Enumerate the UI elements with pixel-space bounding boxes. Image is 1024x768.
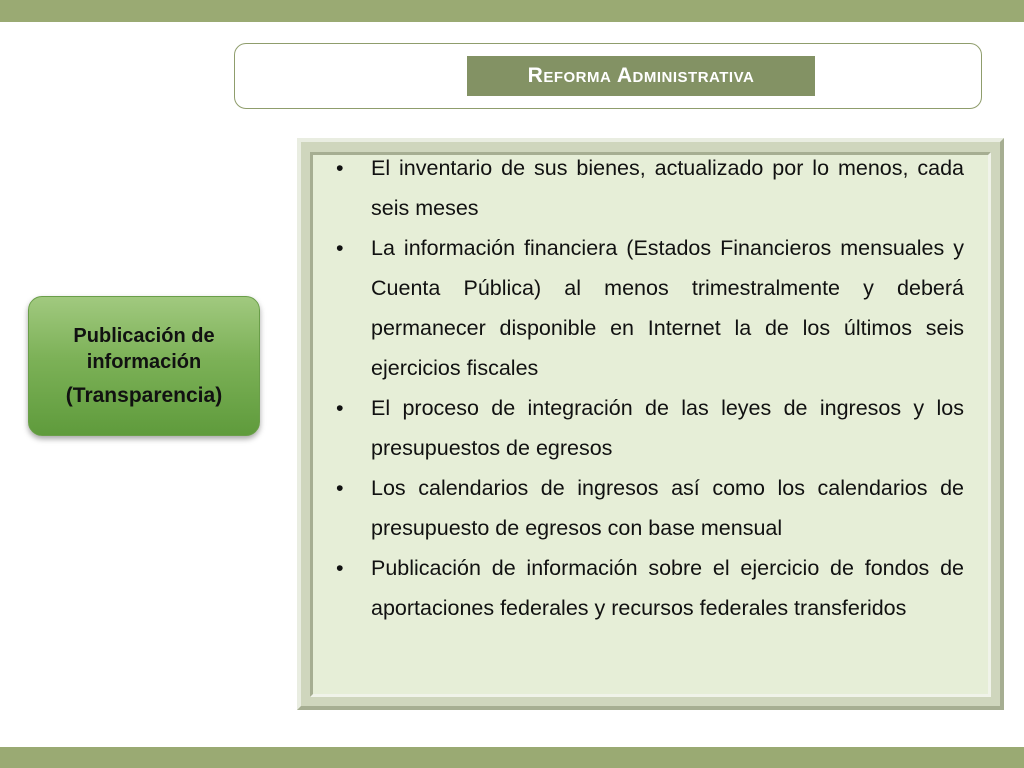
topic-line-3: (Transparencia) — [65, 384, 223, 407]
bullet-text: Publicación de información sobre el ejercicio de fondos de aportaciones federales y recursos federales transferidos — [371, 556, 964, 620]
bullet-text: Los calendarios de ingresos así como los calendarios de presupuesto de egresos con base mensual — [371, 476, 964, 540]
slide-title: Reforma Administrativa — [527, 64, 755, 87]
bullet-item — [336, 548, 964, 628]
bullet-icon: • — [336, 236, 344, 260]
bullet-icon: • — [336, 156, 344, 180]
bullet-text: El inventario de sus bienes, actualizado por lo menos, cada seis meses — [371, 156, 964, 220]
top-decorative-band — [0, 0, 1024, 22]
bullet-text: El proceso de integración de las leyes de ingresos y los presupuestos de egresos — [371, 396, 964, 460]
bottom-decorative-band — [0, 747, 1024, 768]
topic-line-1: Publicación de — [73, 325, 215, 347]
bullet-icon: • — [336, 556, 344, 580]
bullet-icon: • — [336, 476, 344, 500]
bullet-list — [336, 148, 964, 628]
title-bar — [467, 56, 815, 96]
bullet-item — [336, 228, 964, 388]
bullet-item — [336, 388, 964, 468]
bullet-item — [336, 148, 964, 228]
bullet-item — [336, 468, 964, 548]
bullet-text: La información financiera (Estados Financieros mensuales y Cuenta Pública) al menos trimestralmente y deberá permanecer disponible en Internet la de los últimos seis ejercicios fiscales — [371, 236, 964, 380]
bullet-icon: • — [336, 396, 344, 420]
topic-line-2: información — [86, 351, 202, 373]
topic-box — [28, 296, 260, 436]
